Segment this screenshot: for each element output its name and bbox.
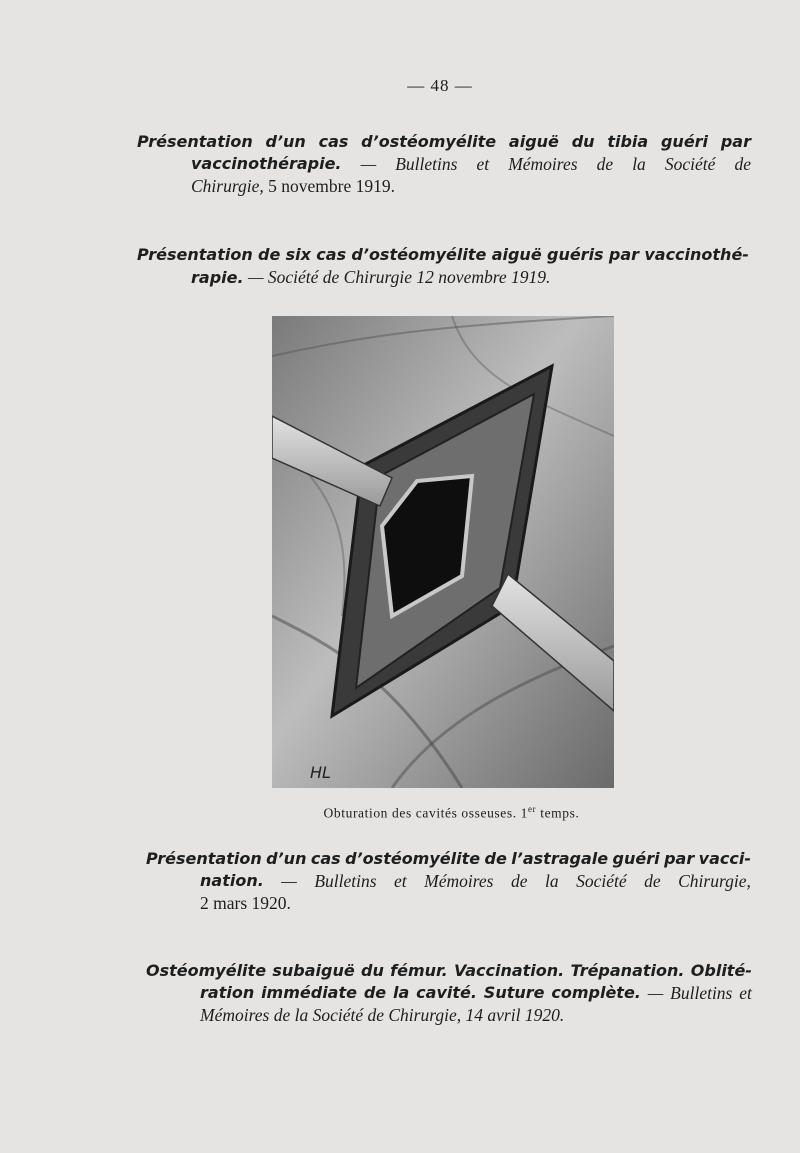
title-word: d’ostéomyélite: [351, 245, 487, 264]
title-word: de: [484, 849, 507, 868]
title-word: guéri: [660, 132, 709, 151]
ref-word: et: [476, 154, 490, 174]
title-word: par: [608, 245, 640, 264]
entry-3-line-2: [146, 870, 751, 892]
caption-superscript: er: [528, 804, 537, 814]
ref-word: —: [647, 983, 664, 1003]
ref-word: de: [644, 871, 661, 891]
ref-word: Société: [664, 154, 716, 174]
title-word: Suture: [483, 983, 545, 1002]
ref-word: de: [510, 871, 528, 891]
entry-2-line-2: [137, 266, 749, 289]
ref-text: — Société de Chirurgie 12 novembre 1919.: [243, 267, 551, 287]
title-word: vaccinothé-: [644, 245, 749, 264]
entry-4-line-3: Mémoires de la Société de Chirurgie, 14 avril 1920.: [200, 1005, 565, 1025]
title-word: de: [363, 983, 387, 1002]
ref-word: Mémoires: [508, 154, 578, 174]
title-word: Présentation: [137, 132, 253, 151]
date-text: 5 novembre 1919.: [263, 176, 395, 196]
entry-1-line-1: [137, 131, 751, 153]
title-word: d’un: [265, 132, 306, 151]
bibliography-entry-4: [146, 960, 752, 1026]
caption-text-end: temps.: [536, 805, 580, 821]
title-word: cavité.: [416, 983, 477, 1002]
title-word: nation.: [200, 871, 264, 890]
title-word: cas: [318, 132, 349, 151]
title-word: du: [361, 961, 384, 980]
title-word: fémur.: [390, 961, 448, 980]
ref-word: Bulletins: [670, 983, 733, 1003]
ref-word: de: [596, 154, 614, 174]
title-word: complète.: [551, 983, 641, 1002]
title-word: vaccinothérapie.: [191, 154, 342, 173]
title-word: par: [720, 132, 751, 151]
title-word: aiguë: [508, 132, 559, 151]
title-word: Présentation: [146, 849, 262, 868]
title-word: l’astragale: [511, 849, 609, 868]
title-word: immédiate: [261, 983, 357, 1002]
entry-4-line-2: [146, 982, 752, 1004]
bibliography-entry-2: [137, 244, 749, 289]
entry-1-line-2: [137, 153, 751, 175]
title-word: six: [285, 245, 311, 264]
surgical-illustration: [272, 316, 614, 788]
bone-cavity-drawing: [272, 316, 614, 788]
ref-word: Bulletins: [395, 154, 458, 174]
title-word: rapie.: [191, 268, 244, 287]
artist-signature: HL: [310, 763, 331, 782]
entry-1-line-3: [137, 175, 751, 197]
title-word: Trépanation.: [570, 961, 685, 980]
ref-word: —: [281, 871, 297, 891]
ref-word: et: [394, 871, 407, 891]
caption-text: Obturation des cavités osseuses. 1: [323, 805, 529, 821]
ref-word: Mémoires: [424, 871, 494, 891]
title-word: subaiguë: [272, 961, 355, 980]
entry-3-line-3: 2 mars 1920.: [200, 893, 291, 913]
title-word: Oblité-: [690, 961, 752, 980]
title-word: cas: [316, 245, 347, 264]
entry-4-line-1: [146, 960, 752, 982]
title-word: par: [664, 849, 695, 868]
ref-word: —: [360, 154, 377, 174]
journal-name: Chirurgie,: [191, 176, 264, 196]
title-word: vacci-: [698, 849, 751, 868]
title-word: guéri: [612, 849, 660, 868]
bibliography-entry-1: [137, 131, 751, 197]
ref-word: Bulletins: [314, 871, 377, 891]
figure-caption: [0, 804, 800, 822]
title-word: d’ostéomyélite: [345, 849, 481, 868]
title-word: tibia: [607, 132, 649, 151]
title-word: Ostéomyélite: [146, 961, 267, 980]
ref-word: Société: [576, 871, 627, 891]
title-word: ration: [200, 983, 255, 1002]
entry-3-line-1: [146, 848, 751, 870]
title-word: aiguë: [491, 245, 542, 264]
bibliography-entry-3: [146, 848, 751, 914]
ref-word: et: [739, 983, 752, 1003]
title-word: guéris: [546, 245, 604, 264]
ref-word: de: [734, 154, 751, 174]
title-word: la: [393, 983, 410, 1002]
title-word: d’ostéomyélite: [361, 132, 497, 151]
title-word: Présentation: [137, 245, 253, 264]
title-word: d’un: [266, 849, 307, 868]
ref-word: Chirurgie,: [678, 871, 751, 891]
ref-word: la: [632, 154, 646, 174]
title-word: Vaccination.: [454, 961, 565, 980]
title-word: de: [258, 245, 281, 264]
page-number: — 48 —: [407, 76, 473, 95]
title-word: cas: [310, 849, 341, 868]
entry-2-line-1: [137, 244, 749, 266]
ref-word: la: [544, 871, 559, 891]
title-word: du: [571, 132, 595, 151]
